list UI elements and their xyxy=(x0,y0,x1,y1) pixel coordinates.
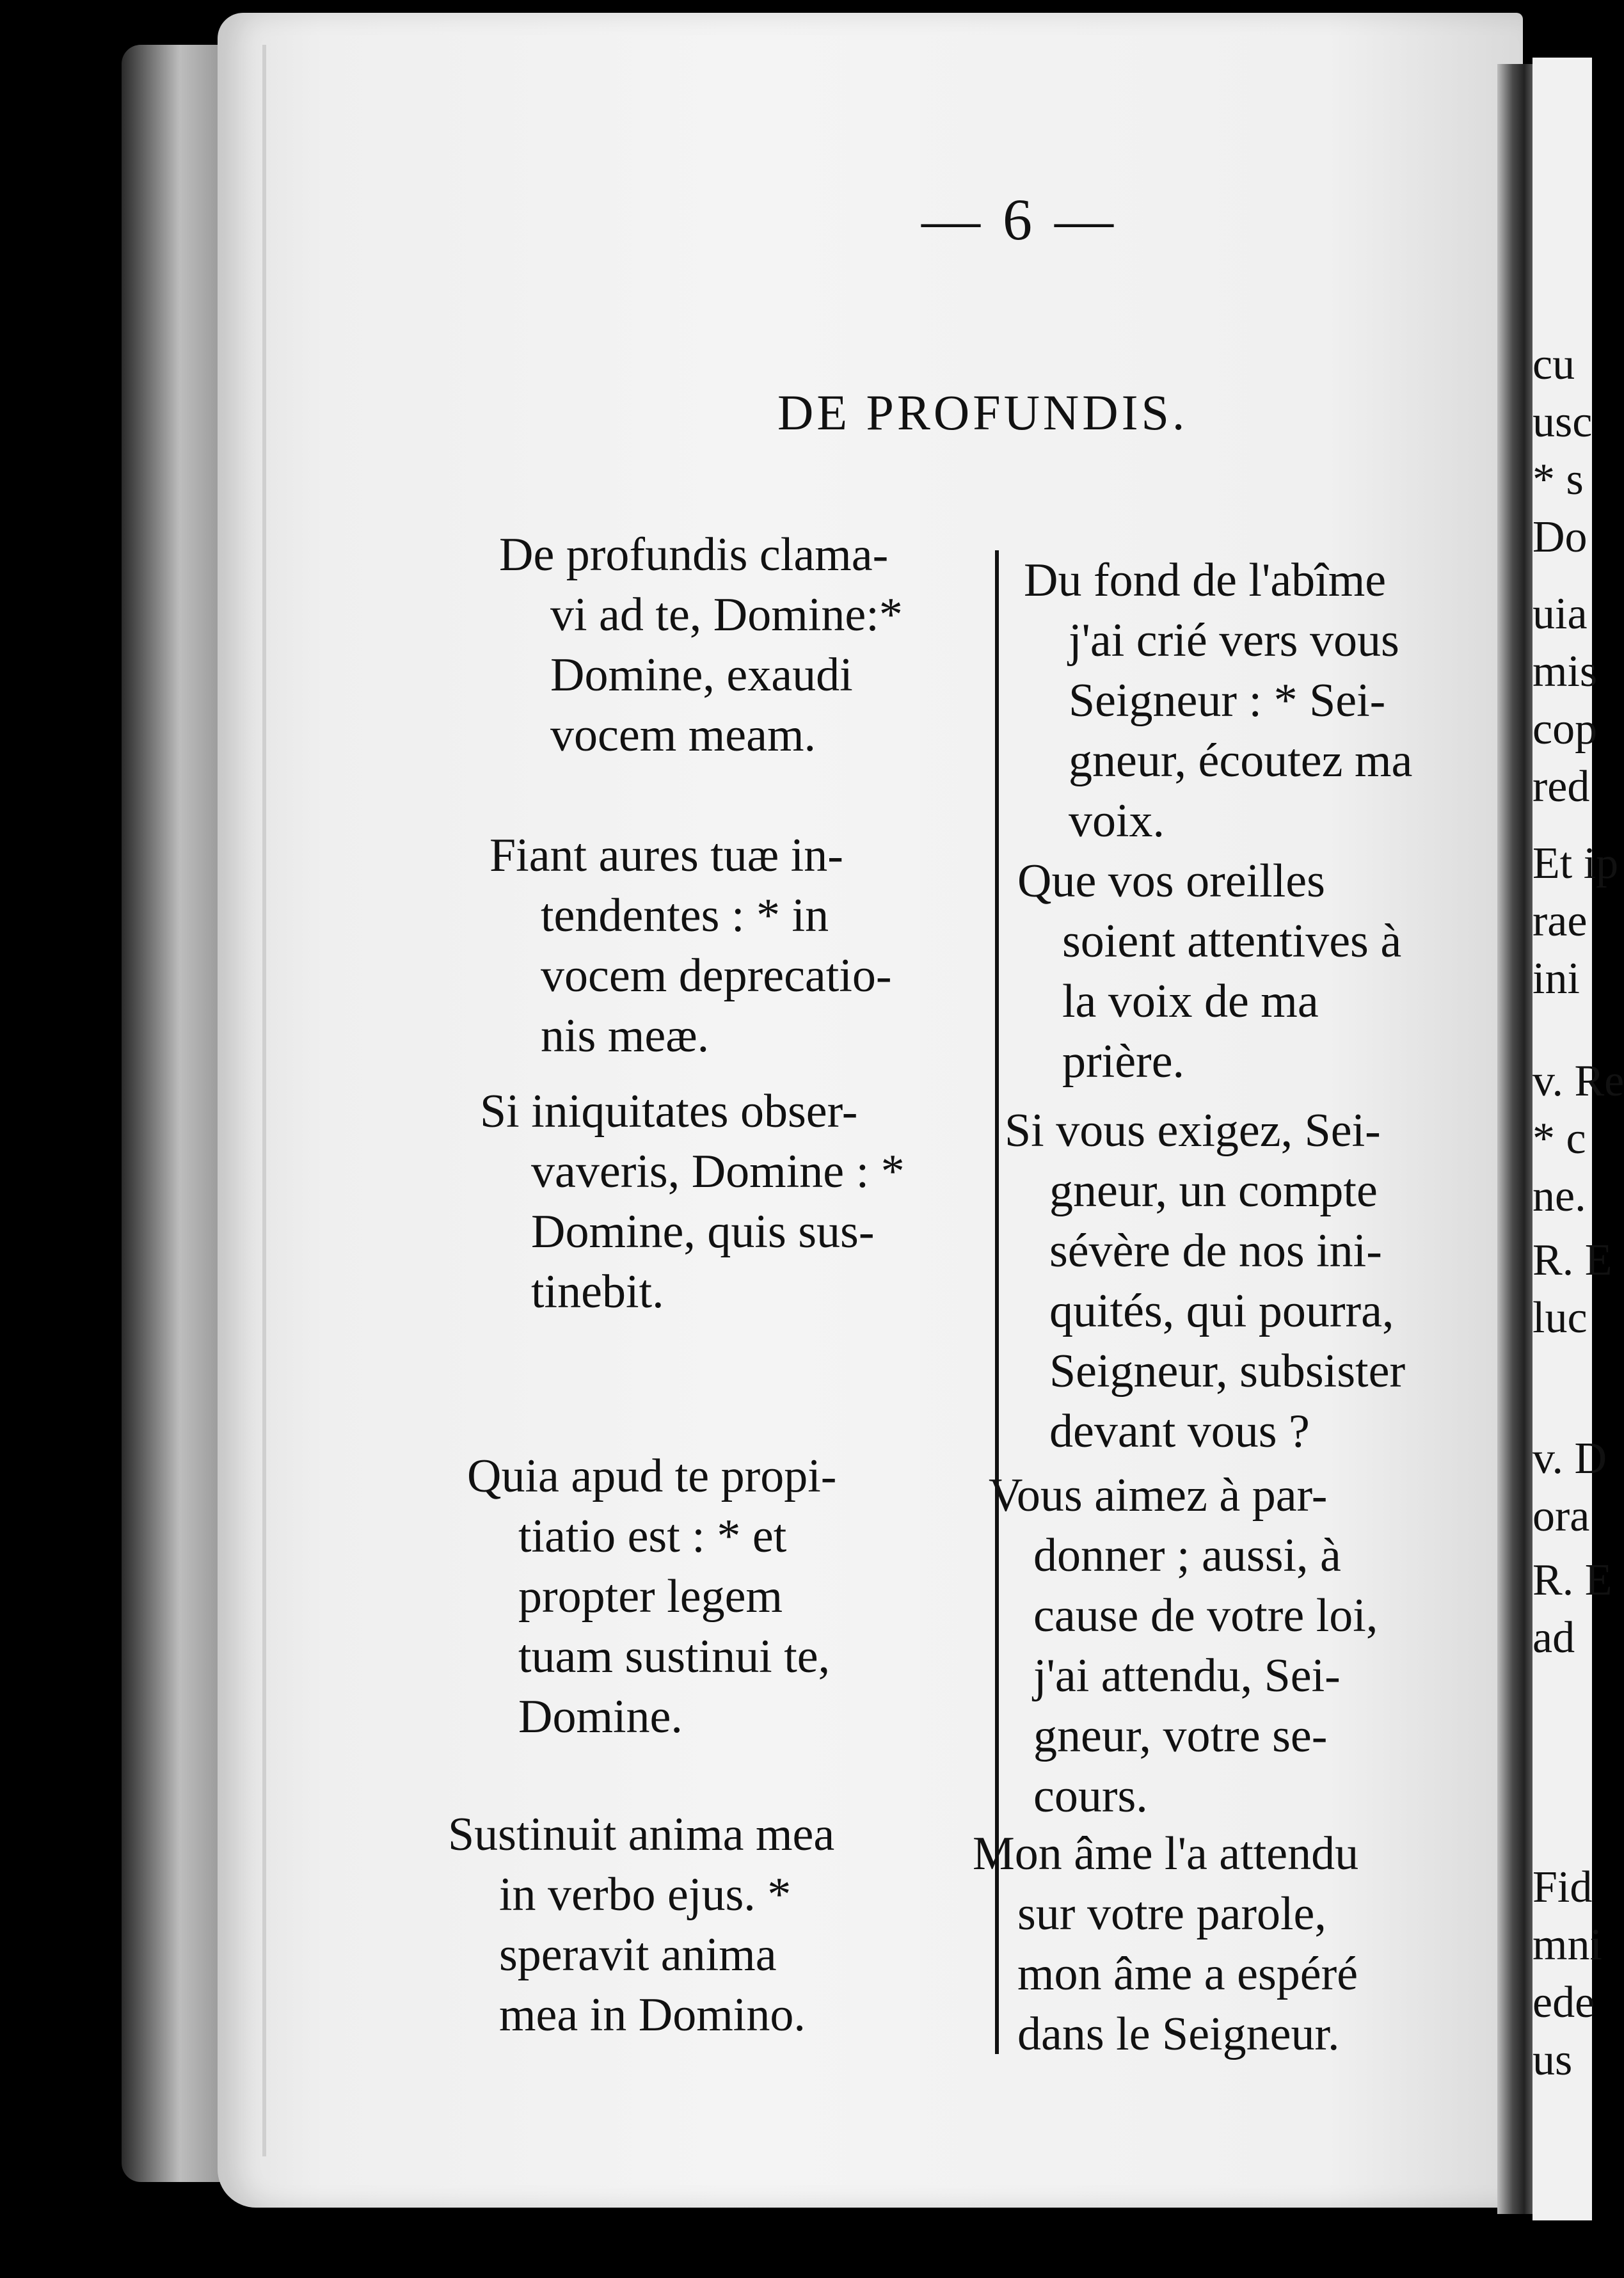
verse-line: Vous aimez à par- xyxy=(989,1469,1328,1522)
next-page-fragment: cop xyxy=(1532,705,1598,754)
next-page-fragment: ad xyxy=(1532,1613,1575,1662)
verse-line: j'ai crié vers vous xyxy=(1069,614,1399,667)
verse-line: in verbo ejus. * xyxy=(499,1868,792,1921)
verse-line: cours. xyxy=(1033,1770,1148,1822)
verse-line: devant vous ? xyxy=(1049,1405,1310,1458)
verse-french xyxy=(1017,851,1536,1092)
book-gutter xyxy=(1497,64,1536,2214)
verse-line: Domine, exaudi xyxy=(550,649,853,701)
next-page-fragment: ne. xyxy=(1532,1172,1586,1221)
verse-line: Si iniquitates obser- xyxy=(480,1085,858,1138)
next-page-fragment: R. E xyxy=(1532,1236,1612,1285)
next-page-fragment: rae xyxy=(1532,896,1588,946)
verse-line: Domine. xyxy=(518,1691,683,1743)
verse-line: vaveris, Domine : * xyxy=(531,1145,905,1198)
verse-line: propter legem xyxy=(518,1570,783,1623)
verse-french xyxy=(989,1465,1507,1826)
verse-line: Sustinuit anima mea xyxy=(448,1808,835,1861)
verse-line: tuam sustinui te, xyxy=(518,1630,831,1683)
next-page-fragment: us xyxy=(1532,2035,1573,2085)
verse-line: vocem deprecatio- xyxy=(541,950,892,1002)
next-page-fragment: R. E xyxy=(1532,1556,1612,1605)
verse-line: voix. xyxy=(1069,795,1165,847)
verse-line: Seigneur, subsister xyxy=(1049,1345,1406,1398)
verse-line: quités, qui pourra, xyxy=(1049,1285,1394,1337)
verse-latin xyxy=(467,1446,1017,1747)
verse-latin xyxy=(499,525,1049,765)
verse-line: sur votre parole, xyxy=(1017,1888,1326,1940)
verse-line: vocem meam. xyxy=(550,709,816,761)
next-page-edge xyxy=(1532,58,1624,2220)
verse-line: prière. xyxy=(1062,1035,1185,1088)
verse-line: donner ; aussi, à xyxy=(1033,1529,1341,1582)
verse-line: la voix de ma xyxy=(1062,975,1319,1028)
verse-line: tinebit. xyxy=(531,1266,664,1318)
verse-line: tendentes : * in xyxy=(541,889,829,942)
verse-line: Domine, quis sus- xyxy=(531,1206,875,1258)
verse-latin xyxy=(480,1081,1030,1322)
verse-french xyxy=(1005,1101,1523,1462)
next-page-fragment: ora xyxy=(1532,1492,1590,1541)
verse-line: cause de votre loi, xyxy=(1033,1589,1378,1642)
verse-line: gneur, un compte xyxy=(1049,1165,1378,1217)
next-page-fragment: uia xyxy=(1532,589,1588,639)
page-margin-line xyxy=(262,45,266,2156)
verse-french xyxy=(1024,550,1542,851)
verse-line: Si vous exigez, Sei- xyxy=(1005,1104,1381,1157)
verse-latin xyxy=(448,1804,998,2045)
verse-french xyxy=(973,1824,1491,2064)
next-page-fragment: cu xyxy=(1532,340,1575,389)
verse-line: j'ai attendu, Sei- xyxy=(1033,1650,1341,1702)
verse-line: Du fond de l'abîme xyxy=(1024,554,1387,607)
page-number: — 6 — xyxy=(921,187,1117,252)
verse-line: vi ad te, Domine:* xyxy=(550,589,903,641)
verse-line: gneur, votre se- xyxy=(1033,1710,1328,1762)
next-page-fragment: * s xyxy=(1532,455,1584,504)
verse-line: soient attentives à xyxy=(1062,915,1402,968)
verse-latin xyxy=(490,825,1040,1066)
next-page-fragment: ede xyxy=(1532,1978,1595,2027)
verse-line: Fiant aures tuæ in- xyxy=(490,829,843,882)
next-page-fragment: luc xyxy=(1532,1293,1588,1342)
next-page-fragment: mni xyxy=(1532,1920,1602,1970)
verse-line: mon âme a espéré xyxy=(1017,1948,1358,2000)
next-page-fragment: Do xyxy=(1532,513,1588,562)
page-title: DE PROFUNDIS. xyxy=(777,385,1188,440)
verse-line: gneur, écoutez ma xyxy=(1069,735,1413,787)
verse-line: nis meæ. xyxy=(541,1010,710,1062)
verse-line: tiatio est : * et xyxy=(518,1510,787,1563)
next-page-fragment: red xyxy=(1532,762,1590,811)
verse-line: mea in Domino. xyxy=(499,1989,806,2041)
verse-line: Quia apud te propi- xyxy=(467,1450,837,1502)
verse-line: sévère de nos ini- xyxy=(1049,1225,1382,1277)
verse-line: Seigneur : * Sei- xyxy=(1069,674,1386,727)
next-page-fragment: Fid xyxy=(1532,1863,1593,1912)
verse-line: Que vos oreilles xyxy=(1017,855,1325,907)
verse-line: speravit anima xyxy=(499,1929,777,1981)
next-page-fragment: ini xyxy=(1532,954,1580,1003)
verse-line: dans le Seigneur. xyxy=(1017,2008,1340,2060)
next-page-fragment: mis xyxy=(1532,647,1598,696)
next-page-fragment: v. D xyxy=(1532,1434,1607,1483)
next-page-fragment: v. Re xyxy=(1532,1056,1624,1106)
verse-line: De profundis clama- xyxy=(499,529,889,581)
next-page-fragment: Et ip xyxy=(1532,839,1619,888)
next-page-fragment: usc xyxy=(1532,397,1593,447)
verse-line: Mon âme l'a attendu xyxy=(973,1828,1359,1880)
next-page-fragment: * c xyxy=(1532,1114,1586,1163)
